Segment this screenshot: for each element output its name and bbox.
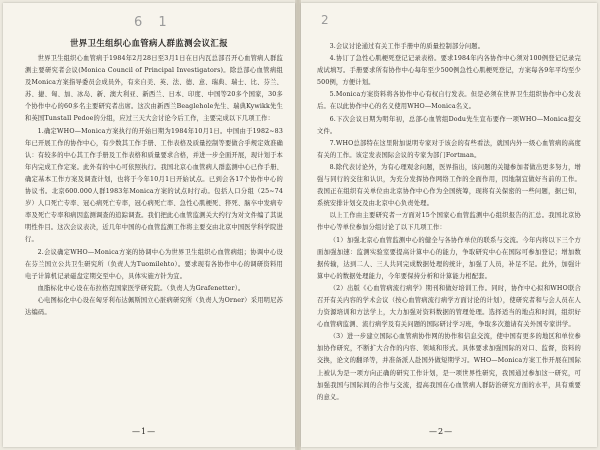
right-page-body [317,41,581,404]
paragraph-sub-2: （2）出版《心血管病流行病学》期刊和做好培训工作。同时，协作中心拟和WHO联合召开有关内容的学术会议（按心血管病流行病学方面讨论的计划），使研究者和与会人员在人力资源培训和方法学上，大力加强对资料数据的管理处理。选择适当的地点和时间，组织好心血管病监测、流行病学及有关问题的国际研讨学习班，争取多次邀请有关外国专家讲学。 [317,284,581,329]
paragraph-intro: 世界卫生组织心血管病于1984年2月28日至3月1日在日内瓦总部召开心血管病人群监测主要研究者会议(Monica Council of Principal Investigators)。除总部心血管病组及Monica方案指导委员会成员外，有来自美、英、法、德、意、瑞典、瑞士、比、芬兰、苏、捷、匈、加、冰岛、新、澳大利亚、新西兰、日本、印度、中国等20多个国家，30多个协作中心的60多名主要研究者出席。这次由新西兰Beaglehole先生、瑞典Kywikk先生和英国Tunstall Pedoe的分组，应过三天大会讨论今后工作，主要完成以下几项工作： [25,55,283,123]
paragraph-sub-1: （1）加强北京心血管监测中心的健全与各协作单位的联系与交流。今年内将以下三个方面加强加速：监测实验室要提高计算中心的能力，争取研究中心在国际可参加登记；增加数据传输，达到二人、三人共同完成数据处理的统计，加强了人员，补足不足。此外，加强计算中心的数据处理能力，今年要保持分析和计算能力相配套。 [317,236,581,280]
page-number-right: —2— [429,427,454,436]
paragraph-item-6: 6.下次会议日期为明年初，总部心血管组Dodu先生宣布要作一项WHO—Monica提交文件。 [317,115,581,135]
left-page-body [25,53,283,319]
handwritten-page-mark: 2 [321,13,329,27]
paragraph-item-5: 5.Monica方案资料将各协作中心有权自行发表。但是必须在世界卫生组织协作中心发表后。在以此协作中心的名义使用WHO—Monica名义。 [317,91,581,111]
left-page [3,3,295,447]
right-page [301,3,597,447]
paragraph-summary: 以上工作由主要研究者一方面对15个国家心血管监测中心组织报告的汇总。我国北京协作中心等单位参加分组讨论了以下几项工作： [317,212,581,232]
paragraph-item-7: 7.WHO总部特在这里附加说明专家对于该会的有些看法，就国内外一级心血管病的高度有关的工作。该定发表国际会议的专家为部门Fortman。 [317,139,581,159]
page-number-left: —1— [132,427,157,436]
paragraph-item-1: 1.确定WHO—Monica方案执行的开始日期为1984年10月1日。中国由于1982~83年已开展工作的协作中心，有少数其工作手册、工作表格及质量控制等要做合乎规定效准确认：有较多的中心其工作手册及工作表格和质量要求合格，并进一步全面开展，现计划于本年内完成工作定案。此外有的中心可依照执行。我国北京心血管病人群监测中心已作手册、确定基本工作方案及调查计划，也将于今年10月1日开始试点。已到会各17个协作中心的协议书。北京600.000人群1983年Monica方案的试点时行动。包括人口分组（25~74岁）人口死亡专率、冠心病死亡专率，冠心病死亡率、急性心肌梗死、猝死、脑卒中发病专率及死亡专率和病因监测调查的追踪调查。我们把此心血管监测关大约行为对文件编了其说明性件目。这次会议表决，近几年中国的心血管监测工作将主要交由北京中国医学科学院进行。 [25,127,283,244]
paragraph-item-4: 4.协订了急性心肌梗死登记记录表格。要求1984年内各协作中心须对100例登记记录完成试填写。手册要求所有协作中心每年至少500例急性心肌梗死登记，方案每各9年平均至少500例，方便计划。 [317,55,581,87]
paragraph-item-2: 2.会议确定WHO—Monica方案的协调中心为世界卫生组织心血管病组；协调中心设在芬兰国立公共卫生研究所（负责人为Tuomilehto）。要求现有各协作中心的调研资料用电子计算机记录磁盘定期交至中心，具体实施方针为宜。 [25,248,283,280]
paragraph-item-3: 3.会议讨论通过有关工作手册中的质量控制部分问题。 [329,43,485,50]
paragraph-sub-3: （3）进一步建立国际心血管病协作网的协作和信息交流，使中国有更多的地区和单位参加协作研究，不断扩大合作的内容、领域和形式。具体要求加强国际的对口、监督，资料的交换，论文的翻译等，并准备派人赴国外做短期学习。WHO—Monica方案工作开展在国际上被认为是一项方向正确的研究工作计划，是一项世界性研究，我国通过参加这一研究，可加强我国与国际间的合作与交流，提高我国在心血管病人群防治研究方面的水平，具有重要的意义。 [317,333,581,401]
paragraph-item-8: 8.除代表讨论外，为有心理观念问题，医界指出，该问题的关键参加者做出更多努力，增强与同行的交往和认识，为充分发挥协作网络工作的全面作用，因地制宜做好当前的工作。我国正在组织有关单位由北京协作中心作为全国统筹，现将有关保密的一些问题，据已知，系统安排计划交及由北京中心负责处理。 [317,163,581,208]
handwritten-page-mark: 6 1 [134,15,173,30]
paragraph-ecg-center: 心电图标化中心设在匈牙利布达佩斯国立心脏病研究所（负责人为Orner）采用明尼苏达编码。 [25,296,283,316]
paragraph-lipid-center: 血脂标化中心设在布拉格克国家医学研究院。（负责人为Grafenetter）。 [37,284,245,292]
document-title: 世界卫生组织心血管病人群监测会议汇报 [70,38,228,48]
